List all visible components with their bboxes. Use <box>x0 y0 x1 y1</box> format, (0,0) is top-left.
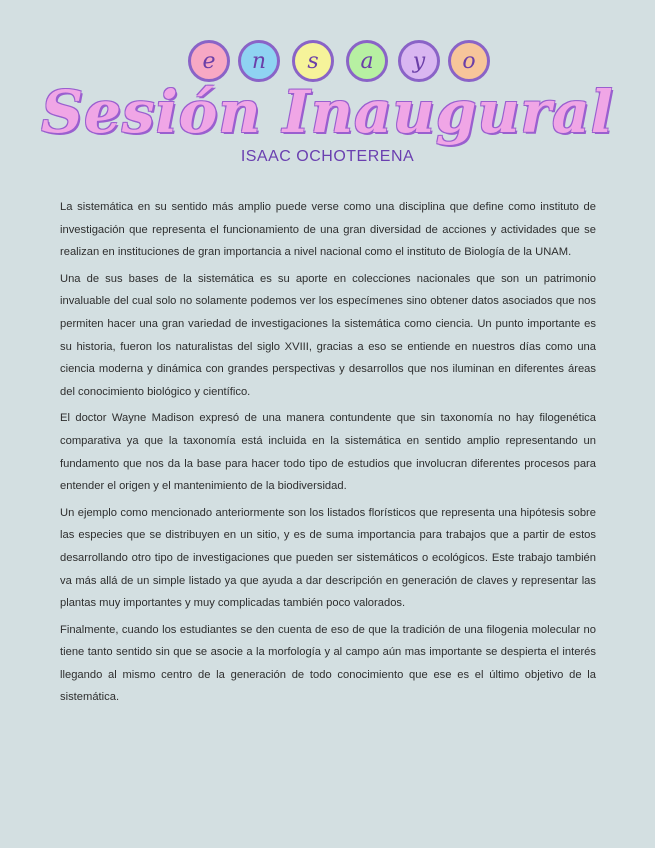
paragraph: Finalmente, cuando los estudiantes se den cuenta de eso de que la tradición de una filogenia molecular no tiene tanto sentido sin que se asocie a la morfología y al campo aún mas importante se despierta el interés llegando al mismo centro de la generación de todo conocimiento que ese es el último objetivo de la sistemática. <box>60 623 596 704</box>
letter-bubble: y <box>398 40 440 82</box>
page-title: Sesión Inaugural <box>41 78 614 146</box>
paragraph: Una de sus bases de la sistemática es su aporte en colecciones nacionales que son un patrimonio invaluable del cual solo no solamente podemos ver los especímenes sino obtener datos asociados que nos permiten hacer una gran variedad de investigaciones la sistemática como ciencia. Un punto importante es su historia, fueron los naturalistas del siglo XVIII, gracias a eso se entiende en nuestros días como una ciencia moderna y dinámica con grandes perspectivas y desarrollos que nos iluminan en diferentes áreas del conocimiento biológico y científico. <box>60 272 596 398</box>
essay-body <box>60 196 596 713</box>
letter-bubble: a <box>346 40 388 82</box>
paragraph: El doctor Wayne Madison expresó de una manera contundente que sin taxonomía no hay filogenética comparativa ya que la taxonomía está incluida en la sistemática en sentido amplio representando un fundamento que nos da la base para hacer todo tipo de estudios que involucran diferentes procesos para entender el origen y el mantenimiento de la biodiversidad. <box>60 412 596 493</box>
page-subtitle: ISAAC OCHOTERENA <box>240 148 415 165</box>
paragraph: La sistemática en su sentido más amplio puede verse como una disciplina que define como instituto de investigación que representa el funcionamiento de una gran diversidad de acciones y actividades que se realizan en instituciones de gran importancia a nivel nacional como el instituto de Biología de la UNAM. <box>60 201 596 259</box>
letter-bubble: o <box>448 40 490 82</box>
letter-bubble: e <box>188 40 230 82</box>
letter-bubble: n <box>238 40 280 82</box>
paragraph: Un ejemplo como mencionado anteriormente son los listados florísticos que representa una hipótesis sobre las especies que se distribuyen en un sitio, y es de suma importancia para trabajos que a partir de estos desarrollando otro tipo de investigaciones que pueden ser sistemáticos o ecológicos. Este trabajo también va más allá de un simple listado ya que ayuda a dar descripción en generación de claves y representar las plantas muy importantes y muy complicadas también poco valorados. <box>60 506 596 610</box>
letter-bubble: s <box>292 40 334 82</box>
